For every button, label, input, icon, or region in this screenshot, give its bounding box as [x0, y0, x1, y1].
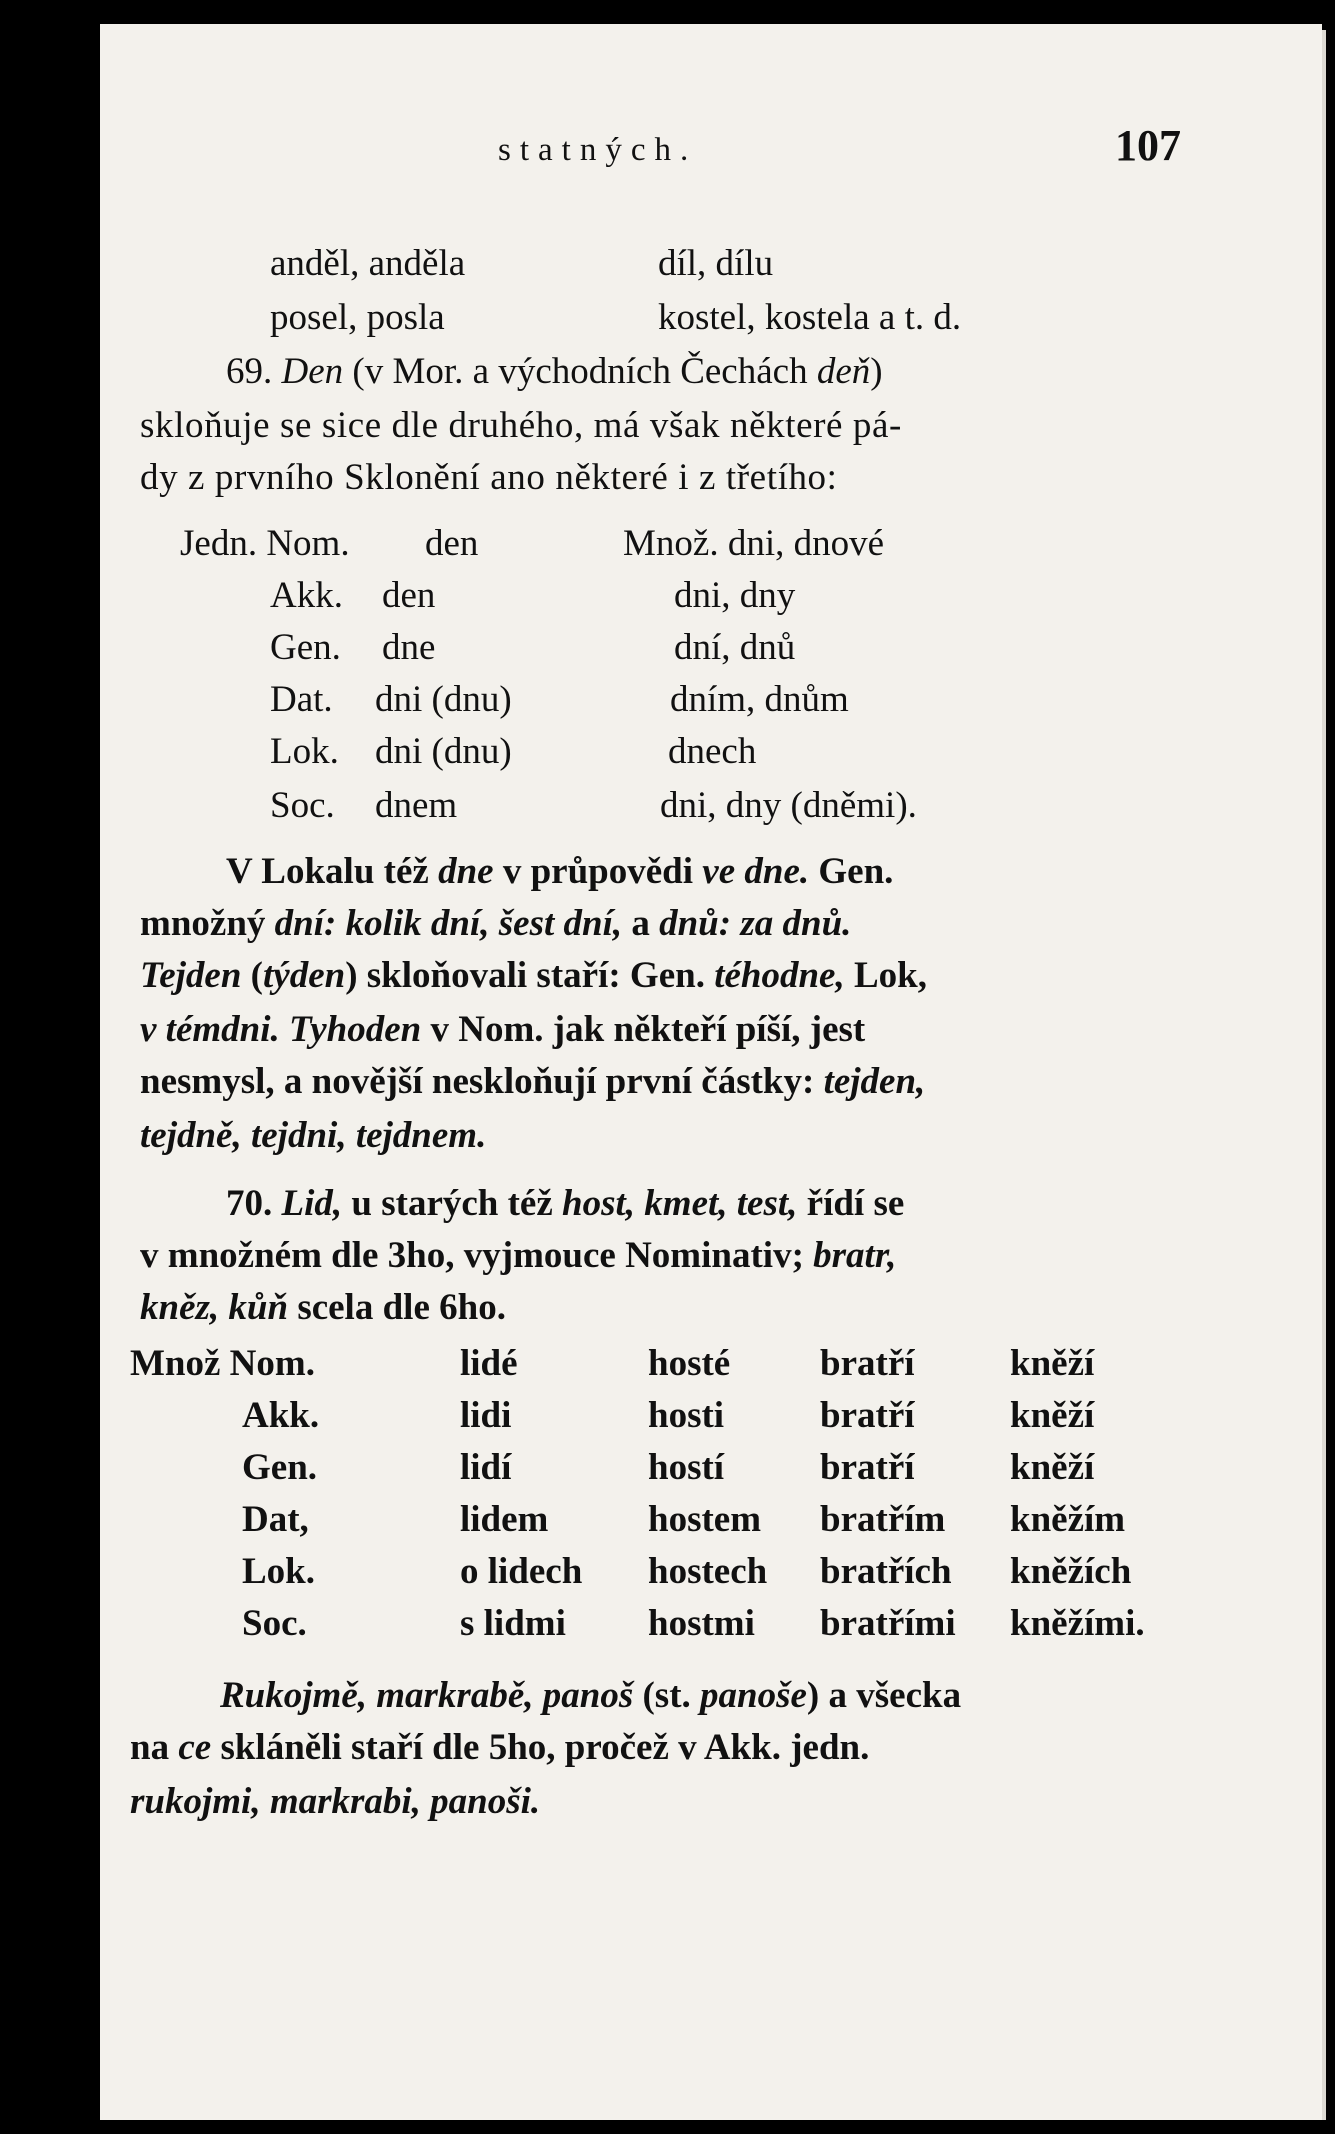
- t: Rukojmě, markrabě, panoš: [220, 1675, 634, 1716]
- rukojme-line-3: rukojmi, markrabi, panoši.: [130, 1781, 541, 1822]
- t: a: [622, 903, 660, 944]
- t: bratr,: [813, 1235, 897, 1276]
- plural-form: hostech: [648, 1551, 768, 1592]
- t: dnů: za dnů.: [659, 903, 852, 944]
- para69-paren: ): [870, 351, 883, 392]
- t: v množném dle 3ho, vyjmouce Nominativ;: [140, 1235, 814, 1276]
- para69-line-3: dy z prvního Sklonění ano některé i z třetího:: [140, 457, 838, 498]
- plural-form: bratřích: [820, 1551, 952, 1592]
- plural-form: s lidmi: [460, 1603, 566, 1644]
- plural-form: o lidech: [460, 1551, 583, 1592]
- den-pl-5: dnech: [668, 731, 757, 772]
- t: Tyhoden: [279, 1009, 422, 1050]
- t: u starých též: [342, 1183, 563, 1224]
- t: tejden,: [823, 1061, 926, 1102]
- t: Lok,: [844, 955, 927, 996]
- plural-case-label: Dat,: [242, 1499, 309, 1540]
- pair-right-2: kostel, kostela a t. d.: [658, 297, 962, 338]
- plural-form: bratřími: [820, 1603, 956, 1644]
- den-sg-4: dni (dnu): [375, 679, 512, 720]
- plural-form: hosti: [648, 1395, 725, 1436]
- den-pl-1: Množ. dni, dnové: [623, 523, 885, 564]
- t: skláněli staří dle 5ho, pročež v Akk. jedn.: [211, 1727, 870, 1768]
- lokal-line-1: [226, 850, 893, 894]
- t: ) skloňovali staří: Gen.: [345, 955, 715, 996]
- plural-form: kněží: [1010, 1343, 1095, 1384]
- plural-form: kněžím: [1010, 1499, 1126, 1540]
- lokal-line-5: [140, 1060, 925, 1104]
- den-case-5: Lok.: [270, 731, 339, 772]
- t: Tejden: [140, 955, 242, 996]
- plural-form: lidí: [460, 1447, 512, 1488]
- t: ) a všecka: [806, 1675, 962, 1716]
- den-case-4: Dat.: [270, 679, 333, 720]
- den-pl-3: dní, dnů: [674, 627, 796, 668]
- para69-line-1: [226, 350, 883, 394]
- t: dní: kolik dní, šest dní,: [274, 903, 623, 944]
- plural-form: lidi: [460, 1395, 512, 1436]
- t: na: [130, 1727, 179, 1768]
- den-pl-4: dním, dnům: [670, 679, 849, 720]
- t: množný: [140, 903, 275, 944]
- para70-line-1: [226, 1182, 904, 1226]
- t: ve dne.: [702, 851, 810, 892]
- t: v témdni.: [140, 1009, 280, 1050]
- plural-case-label: Lok.: [242, 1551, 316, 1592]
- den-case-3: Gen.: [270, 627, 341, 668]
- den-sg-1: den: [425, 523, 479, 564]
- t: téhodne,: [714, 955, 845, 996]
- plural-form: kněžími.: [1010, 1603, 1145, 1644]
- t: dne: [438, 851, 494, 892]
- lokal-line-2: [140, 902, 851, 946]
- t: kněz, kůň: [140, 1287, 289, 1328]
- plural-form: hostmi: [648, 1603, 755, 1644]
- t: panoše: [700, 1675, 807, 1716]
- den-sg-3: dne: [382, 627, 436, 668]
- t: V Lokalu též: [226, 851, 439, 892]
- den-sg-2: den: [382, 575, 436, 616]
- plural-form: bratří: [820, 1343, 915, 1384]
- t: (st.: [633, 1675, 701, 1716]
- plural-form: kněží: [1010, 1447, 1095, 1488]
- den-case-2: Akk.: [270, 575, 343, 616]
- pair-left-2: posel, posla: [270, 297, 445, 338]
- t: scela dle 6ho.: [288, 1287, 506, 1328]
- den-sg-6: dnem: [375, 785, 458, 826]
- plural-form: hostem: [648, 1499, 762, 1540]
- t: host, kmet, test,: [562, 1183, 798, 1224]
- plural-form: lidem: [460, 1499, 549, 1540]
- t: (: [241, 955, 263, 996]
- t: nesmysl, a novější neskloňují první částky:: [140, 1061, 824, 1102]
- para69-num: 69.: [226, 351, 273, 392]
- plural-form: bratří: [820, 1395, 915, 1436]
- plural-form: bratřím: [820, 1499, 946, 1540]
- t: v Nom. jak někteří píší, jest: [421, 1009, 866, 1050]
- plural-form: hosté: [648, 1343, 731, 1384]
- rukojme-line-1: [220, 1674, 961, 1718]
- rukojme-line-2: [130, 1726, 869, 1770]
- den-pl-6: dni, dny (dněmi).: [660, 785, 917, 826]
- plural-form: kněžích: [1010, 1551, 1132, 1592]
- para69-text: (v Mor. a východních Čechách: [343, 351, 817, 392]
- t: Lid,: [281, 1183, 343, 1224]
- para69-den-moravian: deň: [816, 351, 871, 392]
- plural-case-label: Gen.: [242, 1447, 318, 1488]
- book-page: [100, 24, 1322, 2120]
- den-case-6: Soc.: [270, 785, 335, 826]
- t: ce: [178, 1727, 212, 1768]
- running-title: statných.: [498, 132, 698, 168]
- t: řídí se: [797, 1183, 905, 1224]
- page-number: 107: [1115, 121, 1181, 170]
- lokal-line-4: [140, 1008, 865, 1052]
- den-sg-5: dni (dnu): [375, 731, 512, 772]
- plural-case-label: Akk.: [242, 1395, 320, 1436]
- para70-line-3: [140, 1286, 506, 1330]
- den-pl-2: dni, dny: [674, 575, 796, 616]
- para69-den: Den: [281, 351, 344, 392]
- pair-right-1: díl, dílu: [658, 243, 774, 284]
- t: v průpovědi: [493, 851, 703, 892]
- lokal-line-3: [140, 954, 927, 998]
- plural-form: kněží: [1010, 1395, 1095, 1436]
- den-case-1: Jedn. Nom.: [180, 523, 350, 564]
- plural-case-label: Soc.: [242, 1603, 307, 1644]
- t: týden: [263, 955, 346, 996]
- t: Gen.: [809, 851, 894, 892]
- pair-left-1: anděl, anděla: [270, 243, 466, 284]
- para70-num: 70.: [226, 1183, 273, 1224]
- plural-form: bratří: [820, 1447, 915, 1488]
- plural-case-label: Množ Nom.: [130, 1343, 315, 1384]
- lokal-line-6: tejdně, tejdni, tejdnem.: [140, 1115, 487, 1156]
- para70-line-2: [140, 1234, 896, 1278]
- plural-form: lidé: [460, 1343, 518, 1384]
- para69-line-2: skloňuje se sice dle druhého, má však některé pá-: [140, 405, 902, 446]
- plural-form: hostí: [648, 1447, 725, 1488]
